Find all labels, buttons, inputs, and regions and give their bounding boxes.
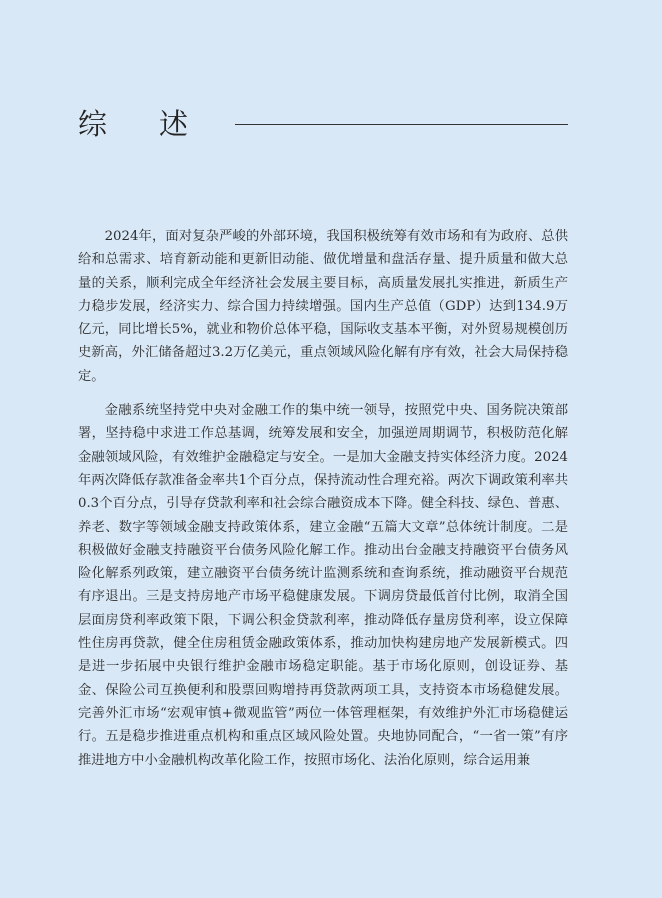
paragraph: 金融系统坚持党中央对金融工作的集中统一领导，按照党中央、国务院决策部署，坚持稳中求进工作总基调，统筹发展和安全，加强逆周期调节，积极防范化解金融领域风险，有效维护金融稳定与安全。一是加大金融支持实体经济力度。2024年两次降低存款准备金率共1个百分点，保持流动性合理充裕。两次下调政策利率共0.3个百分点，引导存贷款利率和社会综合融资成本下降。健全科技、绿色、普惠、养老、数字等领域金融支持政策体系，建立金融“五篇大文章”总体统计制度。二是积极做好金融支持融资平台债务风险化解工作。推动出台金融支持融资平台债务风险化解系列政策，建立融资平台债务统计监测系统和查询系统，推动融资平台规范有序退出。三是支持房地产市场平稳健康发展。下调房贷最低首付比例，取消全国层面房贷利率政策下限，下调公积金贷款利率，推动降低存量房贷利率，设立保障性住房再贷款，健全住房租赁金融政策体系，推动加快构建房地产发展新模式。四是进一步拓展中央银行维护金融市场稳定职能。基于市场化原则，创设证券、基金、保险公司互换便利和股票回购增持再贷款两项工具，支持资本市场稳健发展。完善外汇市场“宏观审慎+微观监管”两位一体管理框架，有效维护外汇市场稳健运行。五是稳步推进重点机构和重点区域风险处置。央地协同配合，“一省一策”有序推进地方中小金融机构改革化险工作，按照市场化、法治化原则，综合运用兼: [78, 403, 568, 768]
section-title: 综述: [78, 107, 241, 141]
body-text: [78, 225, 568, 783]
section-heading: [78, 104, 568, 144]
paragraph: 2024年，面对复杂严峻的外部环境，我国积极统筹有效市场和有为政府、总供给和总需求、培育新动能和更新旧动能、做优增量和盘活存量、提升质量和做大总量的关系，顺利完成全年经济社会发展主要目标，高质量发展扎实推进，新质生产力稳步发展，经济实力、综合国力持续增强。国内生产总值（GDP）达到134.9万亿元，同比增长5%，就业和物价总体平稳，国际收支基本平衡，对外贸易规模创历史新高，外汇储备超过3.2万亿美元，重点领域风险化解有序有效，社会大局保持稳定。: [78, 229, 568, 384]
heading-rule: [235, 124, 568, 125]
